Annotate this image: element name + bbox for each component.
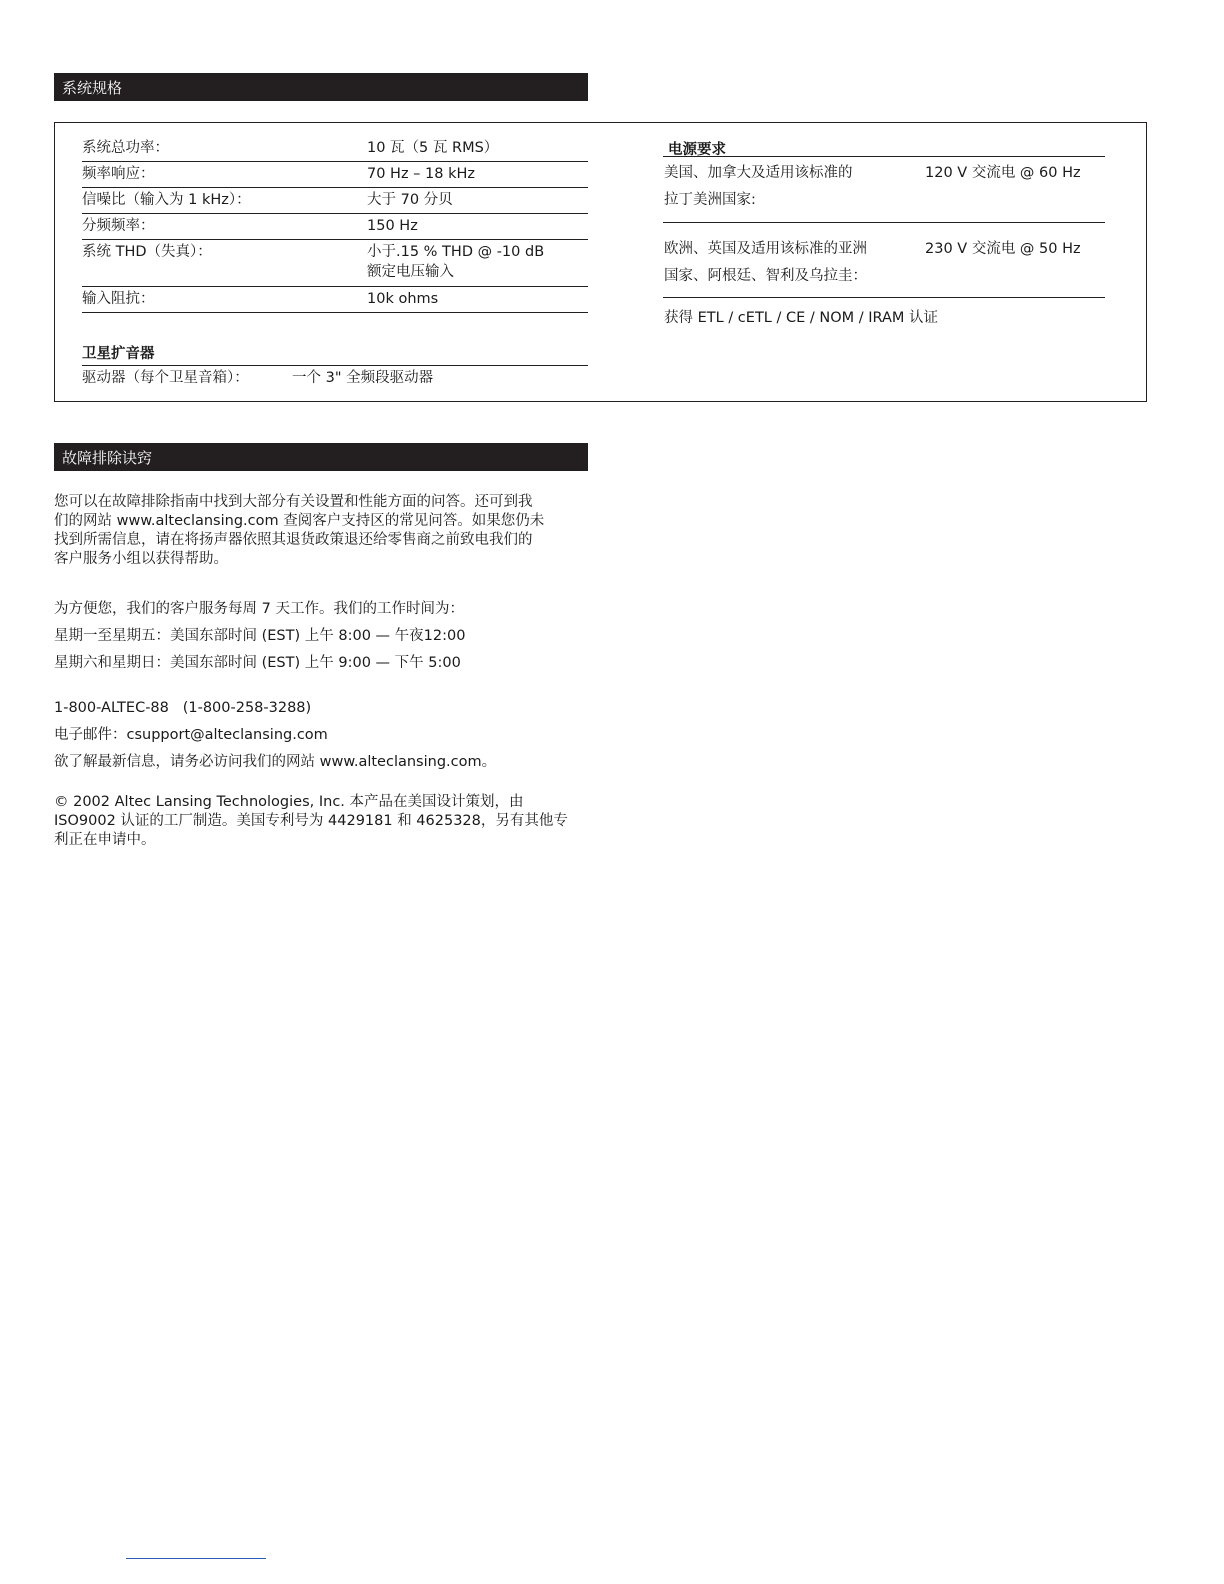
copyright-notice — [54, 793, 594, 850]
specs-table — [82, 136, 588, 313]
text-line: 为方便您，我们的客户服务每周 7 天工作。我们的工作时间为： — [54, 601, 464, 617]
troubleshooting-section-title: 故障排除诀窍 — [62, 449, 153, 467]
spec-value: 70 Hz – 18 kHz — [367, 166, 476, 182]
certification-text: 获得 ETL / cETL / CE / NOM / IRAM 认证 — [664, 310, 939, 326]
spec-value: 150 Hz — [367, 218, 418, 234]
specs-section-title: 系统规格 — [62, 79, 123, 97]
power-row-europe — [664, 236, 1104, 290]
spec-label: 输入阻抗： — [82, 291, 155, 307]
text-line: © 2002 Altec Lansing Technologies, Inc. 本产品在美国设计策划，由 — [54, 794, 524, 810]
power-value: 230 V 交流电 @ 50 Hz — [925, 241, 1081, 257]
spec-row-snr — [82, 188, 588, 214]
spec-label: 系统 THD（失真）： — [82, 244, 212, 260]
text-line: 客户服务小组以获得帮助。 — [54, 551, 228, 567]
power-label — [664, 160, 925, 214]
power-label — [664, 236, 925, 290]
text-line: 星期六和星期日：美国东部时间 (EST) 上午 9:00 — 下午 5:00 — [54, 655, 461, 671]
text-line: 利正在申请中。 — [54, 832, 156, 848]
spec-value — [367, 242, 588, 286]
specs-section-header — [54, 73, 588, 101]
spec-label: 信噪比（输入为 1 kHz）： — [82, 192, 251, 208]
troubleshooting-section-header — [54, 443, 588, 471]
power-label-line: 拉丁美洲国家: — [664, 192, 756, 208]
spec-value-line: 小于.15 % THD @ -10 dB — [367, 244, 545, 260]
text-line: 您可以在故障排除指南中找到大部分有关设置和性能方面的问答。还可到我 — [54, 494, 533, 510]
email-line: 电子邮件：csupport@alteclansing.com — [54, 727, 328, 743]
power-row-americas — [664, 160, 1104, 214]
satellite-label: 驱动器（每个卫星音箱）： — [82, 370, 249, 386]
power-title: 电源要求 — [668, 142, 726, 158]
spec-label: 频率响应： — [82, 166, 155, 182]
power-label-line: 国家、阿根廷、智利及乌拉圭： — [664, 268, 867, 284]
text-line: 星期一至星期五：美国东部时间 (EST) 上午 8:00 — 午夜12:00 — [54, 628, 466, 644]
power-value: 120 V 交流电 @ 60 Hz — [925, 165, 1081, 181]
footer-divider — [126, 1558, 266, 1559]
divider — [663, 156, 1105, 157]
spec-row-total-power — [82, 136, 588, 162]
spec-label: 分频频率： — [82, 218, 155, 234]
satellite-title: 卫星扩音器 — [82, 346, 155, 362]
spec-value: 大于 70 分贝 — [367, 192, 453, 208]
spec-value: 10 瓦（5 瓦 RMS） — [367, 140, 499, 156]
troubleshooting-intro — [54, 493, 594, 569]
contact-info — [54, 695, 594, 776]
spec-row-input-impedance — [82, 287, 588, 313]
divider — [663, 297, 1105, 298]
satellite-value: 一个 3" 全频段驱动器 — [292, 370, 434, 386]
spec-value: 10k ohms — [367, 291, 439, 307]
spec-row-frequency-response — [82, 162, 588, 188]
divider — [663, 222, 1105, 223]
spec-row-thd — [82, 240, 588, 287]
power-label-line: 欧洲、英国及适用该标准的亚洲 — [664, 241, 867, 257]
satellite-row — [82, 368, 588, 388]
phone-number: 1-800-ALTEC-88 (1-800-258-3288) — [54, 700, 312, 716]
service-hours — [54, 596, 594, 677]
text-line: 找到所需信息，请在将扬声器依照其退货政策退还给零售商之前致电我们的 — [54, 532, 533, 548]
spec-value-line: 额定电压输入 — [367, 264, 454, 280]
spec-label: 系统总功率： — [82, 140, 169, 156]
website-line: 欲了解最新信息，请务必访问我们的网站 www.alteclansing.com。 — [54, 754, 497, 770]
text-line: ISO9002 认证的工厂制造。美国专利号为 4429181 和 4625328，另有其他专 — [54, 813, 568, 829]
text-line: 们的网站 www.alteclansing.com 查阅客户支持区的常见问答。如果您仍未 — [54, 513, 545, 529]
power-label-line: 美国、加拿大及适用该标准的 — [664, 165, 853, 181]
spec-row-crossover — [82, 214, 588, 240]
divider — [82, 365, 588, 366]
